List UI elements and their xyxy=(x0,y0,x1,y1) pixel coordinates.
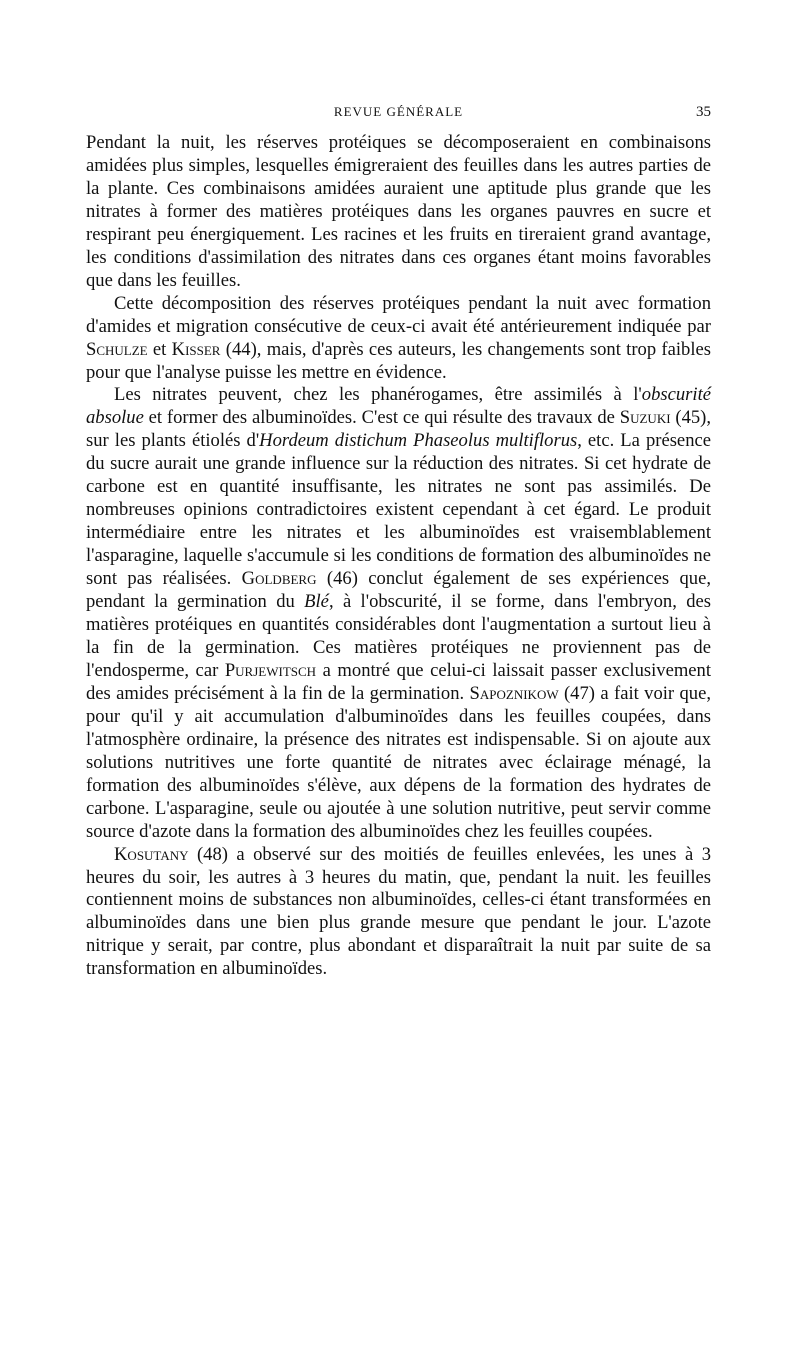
paragraph xyxy=(86,132,711,293)
text-run: et former des albuminoïdes. C'est ce qui résulte des travaux de xyxy=(143,407,620,429)
article-text xyxy=(86,132,711,981)
text-run: (46) conclut également de ses expériences que, pendant la germination du xyxy=(86,568,711,613)
text-run: et xyxy=(147,338,172,360)
running-title: REVUE GÉNÉRALE xyxy=(333,104,464,119)
text-run: , etc. La présence du sucre aurait une grande influence sur la réduction des nitrates. Si cet hydrate de carbone est en quantité insuffisante, les nitrates ne sont pas assimilés. De nombreuses opinions contradictoires existent cependant à cet égard. Le produit intermédiaire entre les nitrates et les albuminoïdes est vraisemblablement l'asparagine, laquelle s'accumule si les conditions de formation des albuminoïdes ne sont pas réalisées. xyxy=(86,430,711,590)
paragraph xyxy=(86,293,711,385)
author-name: Kisser xyxy=(171,338,221,360)
author-name: Suzuki xyxy=(619,407,671,429)
text-run: , à l'obscurité, il se forme, dans l'embryon, des matières protéiques en quantités considérables dont l'augmentation a surtout lieu à la fin de la germination. Ces matières protéiques ne proviennent pas de l'endosperme, car xyxy=(86,591,712,681)
author-name: Goldberg xyxy=(241,568,317,590)
author-name: Schulze xyxy=(86,338,148,360)
author-name: Purjewitsch xyxy=(224,659,317,681)
italic-term: obscurité absolue xyxy=(86,384,711,429)
author-name: Sapoznikow xyxy=(469,682,559,704)
italic-term: Blé xyxy=(304,591,329,613)
italic-term: Hordeum distichum Phaseolus multiflorus xyxy=(259,430,578,452)
text-run: Les nitrates peuvent, chez les phanérogames, être assimilés à l' xyxy=(114,384,642,406)
page-number: 35 xyxy=(696,104,711,120)
text-run: Pendant la nuit, les réserves protéiques se décomposeraient en combinaisons amidées plus simples, lesquelles émigreraient des feuilles dans les autres parties de la plante. Ces combinaisons amidées auraient une aptitude plus grande que les nitrates à former des matières protéiques dans les organes pauvres en sucre et respirant peu énergiquement. Les racines et les fruits en tireraient grand avantage, les conditions d'assimilation des nitrates dans ces organes étant moins favorables que dans les feuilles. xyxy=(86,132,711,291)
running-header xyxy=(86,104,711,132)
text-run: (47) a fait voir que, pour qu'il y ait accumulation d'albuminoïdes dans les feuilles coupées, dans l'atmosphère ordinaire, la présence des nitrates est indispensable. Si on ajoute aux solutions nutritives une forte quantité de nitrates avec éclairage ménagé, la formation des albuminoïdes s'élève, aux dépens de la formation des hydrates de carbone. L'asparagine, seule ou ajoutée à une solution nutritive, peut servir comme source d'azote dans la formation des albuminoïdes chez les feuilles coupées. xyxy=(86,682,711,842)
page-body xyxy=(86,104,711,981)
text-run: a montré que celui-ci laissait passer exclusivement des amides précisément à la fin de la germination. xyxy=(86,659,711,704)
text-run: (45), sur les plants étiolés d' xyxy=(86,407,712,452)
author-name: Kosutany xyxy=(114,843,189,865)
paragraph xyxy=(86,384,711,843)
text-run: (48) a observé sur des moitiés de feuilles enlevées, les unes à 3 heures du soir, les autres à 3 heures du matin, que, pendant la nuit. les feuilles contiennent moins de substances non albuminoïdes, celles-ci étant transformées en albuminoïdes dans une bien plus grande mesure que pendant le jour. L'azote nitrique y serait, par contre, plus abondant et disparaîtrait la nuit par suite de sa transformation en albuminoïdes. xyxy=(86,843,711,980)
paragraph xyxy=(86,844,711,982)
text-run: (44), mais, d'après ces auteurs, les changements sont trop faibles pour que l'analyse puisse les mettre en évidence. xyxy=(86,338,711,383)
text-run: Cette décomposition des réserves protéiques pendant la nuit avec formation d'amides et migration consécutive de ceux-ci avait été antérieurement indiquée par xyxy=(86,292,711,337)
